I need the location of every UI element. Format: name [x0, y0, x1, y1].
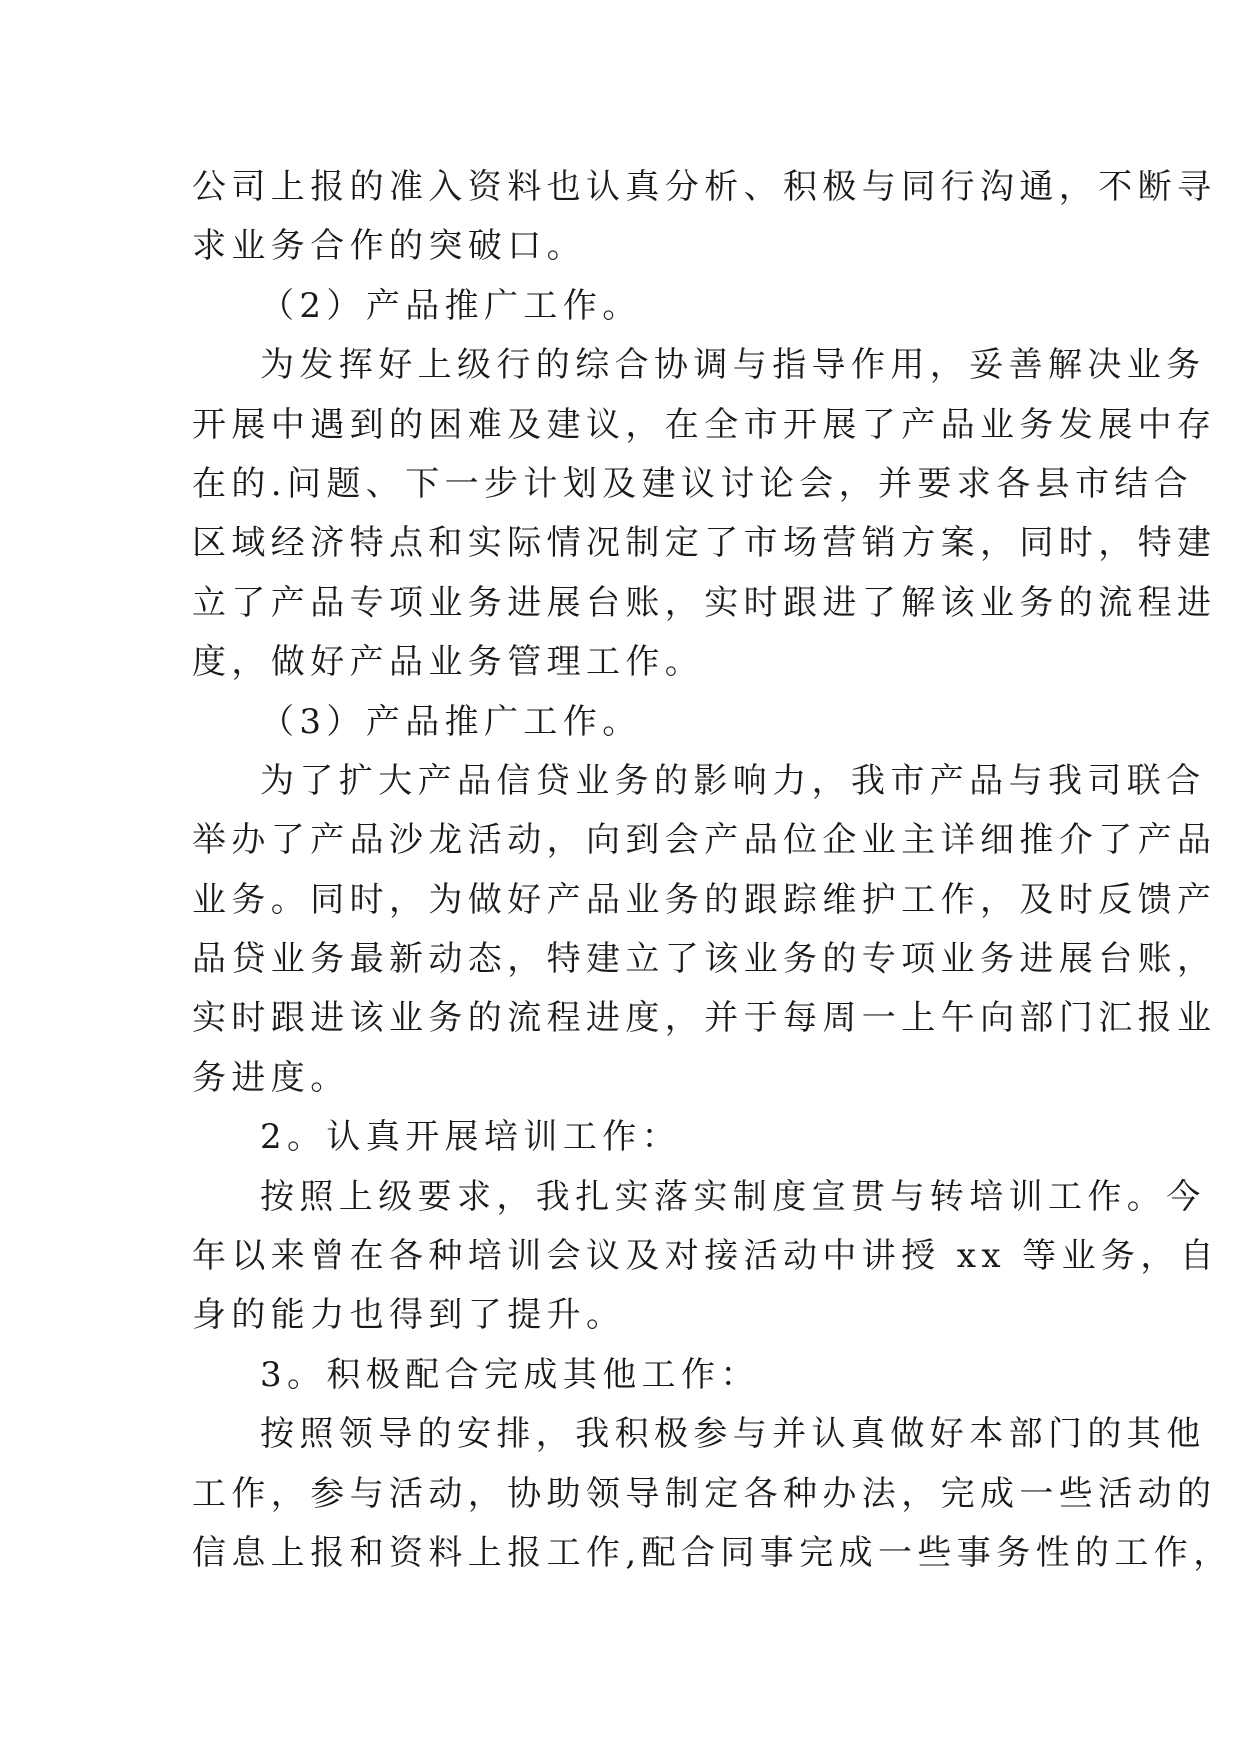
text-line: 求业务合作的突破口。 [192, 226, 586, 267]
text-line: 立了产品专项业务进展台账，实时跟进了解该业务的流程进 [192, 582, 1217, 623]
text-line: 3。积极配合完成其他工作： [260, 1354, 760, 1395]
text-line: 务进度。 [192, 1057, 350, 1098]
text-line: 业务。同时，为做好产品业务的跟踪维护工作，及时反馈产 [192, 879, 1217, 920]
text-line: 信息上报和资料上报工作,配合同事完成一些事务性的工作， [192, 1532, 1233, 1573]
text-line: 品贷业务最新动态，特建立了该业务的专项业务进展台账， [192, 939, 1217, 980]
text-line: 为发挥好上级行的综合协调与指导作用，妥善解决业务 [260, 345, 1206, 386]
text-line: 区域经济特点和实际情况制定了市场营销方案，同时，特建 [192, 523, 1217, 564]
text-line: 举办了产品沙龙活动，向到会产品位企业主详细推介了产品 [192, 820, 1217, 861]
text-line: 在的.问题、下一步计划及建议讨论会，并要求各县市结合 [192, 463, 1194, 504]
text-line: （2）产品推广工作。 [260, 285, 642, 326]
text-line: （3）产品推广工作。 [260, 701, 642, 742]
text-line: 开展中遇到的困难及建议，在全市开展了产品业务发展中存 [192, 404, 1217, 445]
text-line: 实时跟进该业务的流程进度，并于每周一上午向部门汇报业 [192, 998, 1217, 1039]
text-line: 2。认真开展培训工作： [260, 1117, 682, 1158]
text-line: 为了扩大产品信贷业务的影响力，我市产品与我司联合 [260, 760, 1206, 801]
text-line: 按照领导的安排，我积极参与并认真做好本部门的其他 [260, 1414, 1206, 1455]
text-line: 按照上级要求，我扎实落实制度宣贯与转培训工作。今 [260, 1176, 1206, 1217]
text-line: 工作，参与活动，协助领导制定各种办法，完成一些活动的 [192, 1473, 1217, 1514]
text-line: 身的能力也得到了提升。 [192, 1295, 626, 1336]
body-text [192, 158, 1233, 1583]
text-line: 度，做好产品业务管理工作。 [192, 642, 705, 683]
text-line: 公司上报的准入资料也认真分析、积极与同行沟通，不断寻 [192, 167, 1217, 207]
text-line: 年以来曾在各种培训会议及对接活动中讲授 xx 等业务，自 [192, 1236, 1220, 1277]
